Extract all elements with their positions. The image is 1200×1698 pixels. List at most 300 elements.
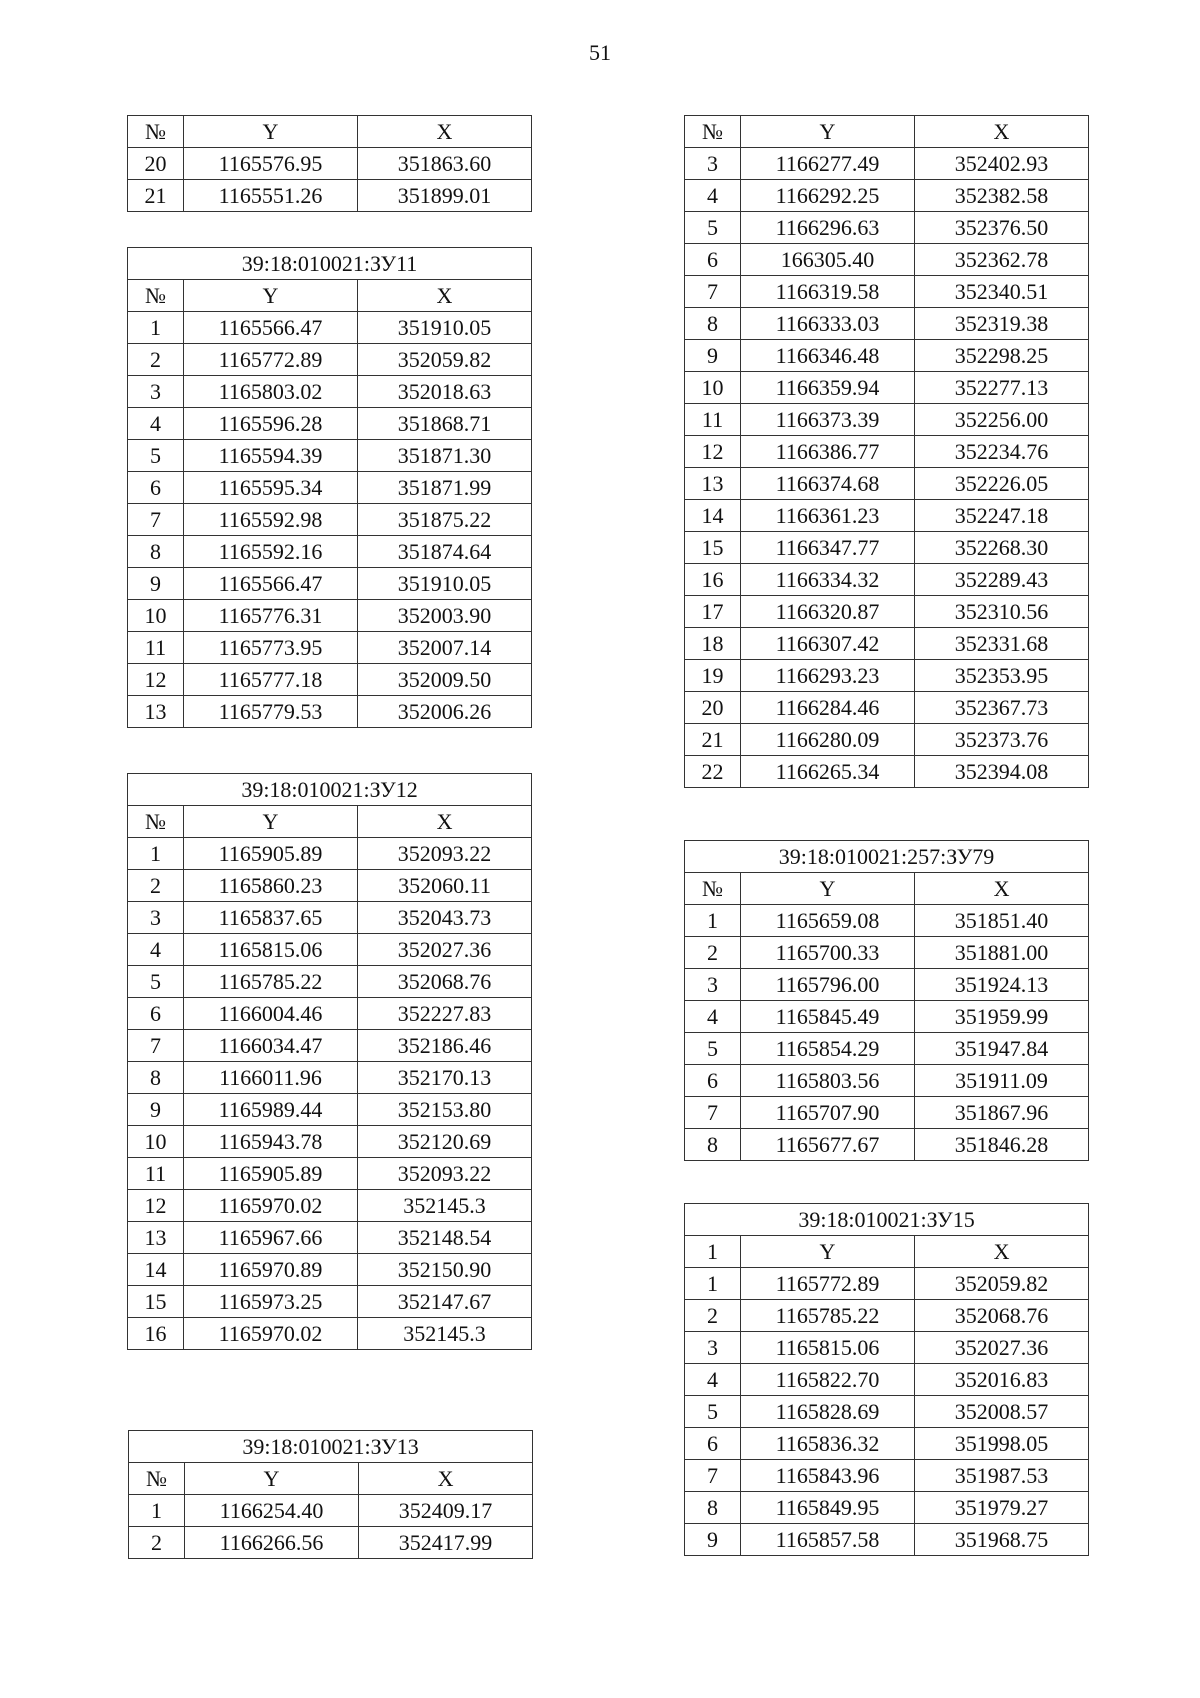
number-column-header: №: [129, 1463, 185, 1495]
x-coordinate-cell: 352059.82: [358, 344, 532, 376]
x-coordinate-cell: 351910.05: [358, 312, 532, 344]
y-coordinate-cell: 1166333.03: [741, 308, 915, 340]
table-row: [128, 1158, 532, 1190]
point-number-cell: 13: [128, 1222, 184, 1254]
coordinates-table-zu79: [684, 840, 1089, 1161]
number-column-header: №: [128, 116, 184, 148]
x-coordinate-cell: 352186.46: [358, 1030, 532, 1062]
point-number-cell: 21: [128, 180, 184, 212]
y-coordinate-cell: 1166266.56: [185, 1527, 359, 1559]
point-number-cell: 15: [128, 1286, 184, 1318]
x-coordinate-cell: 352060.11: [358, 870, 532, 902]
y-coordinate-cell: 1165967.66: [184, 1222, 358, 1254]
point-number-cell: 11: [128, 1158, 184, 1190]
table-row: [685, 1332, 1089, 1364]
y-coordinate-cell: 1166373.39: [741, 404, 915, 436]
point-number-cell: 3: [128, 902, 184, 934]
x-coordinate-cell: 351871.30: [358, 440, 532, 472]
point-number-cell: 2: [128, 344, 184, 376]
y-coordinate-cell: 1165595.34: [184, 472, 358, 504]
y-coordinate-cell: 1165592.16: [184, 536, 358, 568]
y-coordinate-cell: 1165785.22: [184, 966, 358, 998]
x-coordinate-cell: 352027.36: [358, 934, 532, 966]
x-coordinate-cell: 352145.3: [358, 1190, 532, 1222]
table-row: [128, 1286, 532, 1318]
table-row: [685, 468, 1089, 500]
table-row: [128, 1062, 532, 1094]
table-row: [128, 664, 532, 696]
table-header-row: [685, 873, 1089, 905]
point-number-cell: 1: [128, 312, 184, 344]
x-column-header: X: [359, 1463, 533, 1495]
y-column-header: Y: [741, 1236, 915, 1268]
x-coordinate-cell: 352277.13: [915, 372, 1089, 404]
y-coordinate-cell: 1165989.44: [184, 1094, 358, 1126]
y-coordinate-cell: 1166284.46: [741, 692, 915, 724]
table-title-row: [128, 248, 532, 280]
point-number-cell: 1: [685, 1268, 741, 1300]
y-coordinate-cell: 1165596.28: [184, 408, 358, 440]
x-coordinate-cell: 352402.93: [915, 148, 1089, 180]
y-coordinate-cell: 1166004.46: [184, 998, 358, 1030]
table-row: [685, 244, 1089, 276]
table-row: [685, 1524, 1089, 1556]
y-coordinate-cell: 1166386.77: [741, 436, 915, 468]
y-column-header: Y: [741, 873, 915, 905]
x-coordinate-cell: 351863.60: [358, 148, 532, 180]
x-coordinate-cell: 352417.99: [359, 1527, 533, 1559]
x-coordinate-cell: 352226.05: [915, 468, 1089, 500]
coordinates-table-zu11: [127, 247, 532, 728]
y-coordinate-cell: 1166265.34: [741, 756, 915, 788]
table-row: [685, 436, 1089, 468]
y-coordinate-cell: 1165828.69: [741, 1396, 915, 1428]
x-coordinate-cell: 352409.17: [359, 1495, 533, 1527]
table-row: [128, 1126, 532, 1158]
table-row: [685, 1300, 1089, 1332]
point-number-cell: 16: [128, 1318, 184, 1350]
y-coordinate-cell: 1165845.49: [741, 1001, 915, 1033]
point-number-cell: 4: [685, 1001, 741, 1033]
table-row: [685, 1001, 1089, 1033]
x-coordinate-cell: 352093.22: [358, 838, 532, 870]
y-coordinate-cell: 1165860.23: [184, 870, 358, 902]
x-coordinate-cell: 352006.26: [358, 696, 532, 728]
y-column-header: Y: [184, 280, 358, 312]
y-column-header: Y: [185, 1463, 359, 1495]
y-coordinate-cell: 1166361.23: [741, 500, 915, 532]
number-column-header: №: [685, 116, 741, 148]
x-coordinate-cell: 352016.83: [915, 1364, 1089, 1396]
table-row: [128, 998, 532, 1030]
coordinates-table-zu12: [127, 773, 532, 1350]
y-coordinate-cell: 1165773.95: [184, 632, 358, 664]
table-row: [685, 628, 1089, 660]
table-title-row: [129, 1431, 533, 1463]
table-row: [128, 966, 532, 998]
point-number-cell: 6: [685, 1065, 741, 1097]
coordinates-table-zu13: [128, 1430, 533, 1559]
table-row: [685, 340, 1089, 372]
point-number-cell: 7: [128, 504, 184, 536]
table-row: [128, 1094, 532, 1126]
table-row: [685, 372, 1089, 404]
y-coordinate-cell: 1166334.32: [741, 564, 915, 596]
y-coordinate-cell: 1166011.96: [184, 1062, 358, 1094]
x-coordinate-cell: 352009.50: [358, 664, 532, 696]
point-number-cell: 2: [685, 1300, 741, 1332]
x-coordinate-cell: 352068.76: [915, 1300, 1089, 1332]
x-coordinate-cell: 351998.05: [915, 1428, 1089, 1460]
point-number-cell: 6: [685, 244, 741, 276]
table-row: [128, 568, 532, 600]
y-coordinate-cell: 1165785.22: [741, 1300, 915, 1332]
number-column-header: №: [128, 806, 184, 838]
y-coordinate-cell: 1165970.02: [184, 1318, 358, 1350]
x-coordinate-cell: 352003.90: [358, 600, 532, 632]
point-number-cell: 1: [128, 838, 184, 870]
point-number-cell: 6: [685, 1428, 741, 1460]
point-number-cell: 1: [129, 1495, 185, 1527]
table-row: [685, 596, 1089, 628]
y-coordinate-cell: 1165815.06: [741, 1332, 915, 1364]
y-coordinate-cell: 1166292.25: [741, 180, 915, 212]
point-number-cell: 4: [685, 180, 741, 212]
table-row: [129, 1527, 533, 1559]
point-number-cell: 3: [128, 376, 184, 408]
table-row: [128, 148, 532, 180]
y-coordinate-cell: 1165803.56: [741, 1065, 915, 1097]
y-coordinate-cell: 1165796.00: [741, 969, 915, 1001]
x-coordinate-cell: 352043.73: [358, 902, 532, 934]
table-row: [128, 472, 532, 504]
y-coordinate-cell: 1165854.29: [741, 1033, 915, 1065]
x-coordinate-cell: 352145.3: [358, 1318, 532, 1350]
x-coordinate-cell: 352256.00: [915, 404, 1089, 436]
table-row: [128, 1254, 532, 1286]
y-coordinate-cell: 1165772.89: [741, 1268, 915, 1300]
point-number-cell: 15: [685, 532, 741, 564]
point-number-cell: 1: [685, 905, 741, 937]
y-coordinate-cell: 1166374.68: [741, 468, 915, 500]
table-row: [685, 180, 1089, 212]
x-coordinate-cell: 352394.08: [915, 756, 1089, 788]
y-coordinate-cell: 1166277.49: [741, 148, 915, 180]
point-number-cell: 2: [128, 870, 184, 902]
point-number-cell: 5: [685, 1396, 741, 1428]
point-number-cell: 5: [685, 1033, 741, 1065]
table-row: [685, 660, 1089, 692]
point-number-cell: 3: [685, 148, 741, 180]
table-title-row: [128, 774, 532, 806]
table-row: [128, 696, 532, 728]
x-coordinate-cell: 352268.30: [915, 532, 1089, 564]
table-header-row: [685, 116, 1089, 148]
table-row: [685, 692, 1089, 724]
y-coordinate-cell: 1166293.23: [741, 660, 915, 692]
table-row: [685, 532, 1089, 564]
x-coordinate-cell: 352093.22: [358, 1158, 532, 1190]
table-row: [685, 148, 1089, 180]
x-coordinate-cell: 351910.05: [358, 568, 532, 600]
y-coordinate-cell: 1165837.65: [184, 902, 358, 934]
x-coordinate-cell: 352068.76: [358, 966, 532, 998]
point-number-cell: 3: [685, 1332, 741, 1364]
x-coordinate-cell: 352376.50: [915, 212, 1089, 244]
x-column-header: X: [358, 280, 532, 312]
table-row: [685, 276, 1089, 308]
y-coordinate-cell: 1165707.90: [741, 1097, 915, 1129]
point-number-cell: 3: [685, 969, 741, 1001]
y-coordinate-cell: 1166346.48: [741, 340, 915, 372]
table-row: [128, 1190, 532, 1222]
y-coordinate-cell: 1165857.58: [741, 1524, 915, 1556]
point-number-cell: 20: [685, 692, 741, 724]
point-number-cell: 2: [685, 937, 741, 969]
coordinates-table-continued-right: [684, 115, 1089, 788]
point-number-cell: 18: [685, 628, 741, 660]
table-row: [129, 1495, 533, 1527]
x-coordinate-cell: 352007.14: [358, 632, 532, 664]
y-coordinate-cell: 1165551.26: [184, 180, 358, 212]
y-coordinate-cell: 1165576.95: [184, 148, 358, 180]
point-number-cell: 14: [128, 1254, 184, 1286]
point-number-cell: 7: [128, 1030, 184, 1062]
x-coordinate-cell: 352147.67: [358, 1286, 532, 1318]
x-coordinate-cell: 351871.99: [358, 472, 532, 504]
point-number-cell: 21: [685, 724, 741, 756]
point-number-cell: 13: [685, 468, 741, 500]
x-coordinate-cell: 352382.58: [915, 180, 1089, 212]
table-row: [128, 870, 532, 902]
table-title: 39:18:010021:ЗУ12: [128, 774, 532, 806]
x-coordinate-cell: 352153.80: [358, 1094, 532, 1126]
table-row: [128, 180, 532, 212]
y-coordinate-cell: 1165700.33: [741, 937, 915, 969]
table-row: [685, 500, 1089, 532]
point-number-cell: 5: [128, 966, 184, 998]
table-row: [685, 969, 1089, 1001]
y-coordinate-cell: 1165677.67: [741, 1129, 915, 1161]
point-number-cell: 20: [128, 148, 184, 180]
table-row: [128, 376, 532, 408]
coordinates-table-continued-left: [127, 115, 532, 212]
table-row: [128, 632, 532, 664]
point-number-cell: 4: [128, 408, 184, 440]
table-row: [685, 1364, 1089, 1396]
point-number-cell: 8: [685, 1492, 741, 1524]
y-coordinate-cell: 1166034.47: [184, 1030, 358, 1062]
x-coordinate-cell: 352362.78: [915, 244, 1089, 276]
table-row: [128, 440, 532, 472]
table-row: [685, 1129, 1089, 1161]
point-number-cell: 8: [685, 1129, 741, 1161]
x-coordinate-cell: 352289.43: [915, 564, 1089, 596]
y-coordinate-cell: 1165776.31: [184, 600, 358, 632]
x-coordinate-cell: 352367.73: [915, 692, 1089, 724]
x-column-header: X: [915, 116, 1089, 148]
table-row: [128, 934, 532, 966]
y-coordinate-cell: 1165943.78: [184, 1126, 358, 1158]
point-number-cell: 8: [128, 1062, 184, 1094]
x-coordinate-cell: 352148.54: [358, 1222, 532, 1254]
table-row: [128, 600, 532, 632]
point-number-cell: 2: [129, 1527, 185, 1559]
x-coordinate-cell: 352120.69: [358, 1126, 532, 1158]
table-row: [128, 344, 532, 376]
x-coordinate-cell: 351867.96: [915, 1097, 1089, 1129]
point-number-cell: 12: [128, 664, 184, 696]
point-number-cell: 9: [685, 340, 741, 372]
y-coordinate-cell: 1166307.42: [741, 628, 915, 660]
x-coordinate-cell: 352353.95: [915, 660, 1089, 692]
x-coordinate-cell: 351881.00: [915, 937, 1089, 969]
page-number: 51: [589, 40, 611, 65]
table-row: [685, 1396, 1089, 1428]
table-row: [685, 1033, 1089, 1065]
x-coordinate-cell: 352310.56: [915, 596, 1089, 628]
table-header-row: [128, 280, 532, 312]
point-number-cell: 4: [128, 934, 184, 966]
table-title-row: [685, 841, 1089, 873]
y-coordinate-cell: 1165659.08: [741, 905, 915, 937]
point-number-cell: 7: [685, 1097, 741, 1129]
number-column-header: №: [685, 873, 741, 905]
point-number-cell: 5: [128, 440, 184, 472]
y-coordinate-cell: 1165905.89: [184, 838, 358, 870]
point-number-cell: 11: [685, 404, 741, 436]
x-coordinate-cell: 352234.76: [915, 436, 1089, 468]
y-coordinate-cell: 1166296.63: [741, 212, 915, 244]
table-row: [128, 1318, 532, 1350]
y-coordinate-cell: 1165970.02: [184, 1190, 358, 1222]
point-number-cell: 8: [128, 536, 184, 568]
x-coordinate-cell: 352340.51: [915, 276, 1089, 308]
table-row: [128, 536, 532, 568]
y-coordinate-cell: 1165803.02: [184, 376, 358, 408]
x-column-header: X: [915, 873, 1089, 905]
table-row: [685, 937, 1089, 969]
table-row: [128, 408, 532, 440]
x-column-header: X: [358, 806, 532, 838]
table-row: [685, 905, 1089, 937]
x-coordinate-cell: 351979.27: [915, 1492, 1089, 1524]
point-number-cell: 14: [685, 500, 741, 532]
x-coordinate-cell: 352008.57: [915, 1396, 1089, 1428]
table-row: [128, 504, 532, 536]
y-coordinate-cell: 1165905.89: [184, 1158, 358, 1190]
x-coordinate-cell: 351987.53: [915, 1460, 1089, 1492]
table-row: [685, 1065, 1089, 1097]
y-coordinate-cell: 1166280.09: [741, 724, 915, 756]
y-coordinate-cell: 1165777.18: [184, 664, 358, 696]
table-title: 39:18:010021:ЗУ13: [129, 1431, 533, 1463]
point-number-cell: 7: [685, 1460, 741, 1492]
table-row: [685, 1268, 1089, 1300]
table-row: [128, 1222, 532, 1254]
x-coordinate-cell: 351924.13: [915, 969, 1089, 1001]
y-coordinate-cell: 1165843.96: [741, 1460, 915, 1492]
x-coordinate-cell: 352059.82: [915, 1268, 1089, 1300]
x-coordinate-cell: 351874.64: [358, 536, 532, 568]
x-coordinate-cell: 352373.76: [915, 724, 1089, 756]
x-coordinate-cell: 352227.83: [358, 998, 532, 1030]
x-coordinate-cell: 352247.18: [915, 500, 1089, 532]
coordinates-table-zu15: [684, 1203, 1089, 1556]
table-header-row: [129, 1463, 533, 1495]
y-coordinate-cell: 166305.40: [741, 244, 915, 276]
x-coordinate-cell: 351968.75: [915, 1524, 1089, 1556]
point-number-cell: 10: [128, 1126, 184, 1158]
point-number-cell: 6: [128, 998, 184, 1030]
y-coordinate-cell: 1166254.40: [185, 1495, 359, 1527]
point-number-cell: 16: [685, 564, 741, 596]
table-row: [685, 756, 1089, 788]
x-coordinate-cell: 351899.01: [358, 180, 532, 212]
table-header-row: [128, 806, 532, 838]
table-title: 39:18:010021:ЗУ11: [128, 248, 532, 280]
x-coordinate-cell: 352331.68: [915, 628, 1089, 660]
x-coordinate-cell: 351846.28: [915, 1129, 1089, 1161]
point-number-cell: 12: [128, 1190, 184, 1222]
point-number-cell: 10: [128, 600, 184, 632]
y-coordinate-cell: 1165772.89: [184, 344, 358, 376]
y-coordinate-cell: 1165822.70: [741, 1364, 915, 1396]
x-coordinate-cell: 351911.09: [915, 1065, 1089, 1097]
point-number-cell: 5: [685, 212, 741, 244]
x-coordinate-cell: 351868.71: [358, 408, 532, 440]
y-coordinate-cell: 1165973.25: [184, 1286, 358, 1318]
y-column-header: Y: [741, 116, 915, 148]
point-number-cell: 17: [685, 596, 741, 628]
table-row: [685, 564, 1089, 596]
y-coordinate-cell: 1165779.53: [184, 696, 358, 728]
y-coordinate-cell: 1165594.39: [184, 440, 358, 472]
x-coordinate-cell: 351875.22: [358, 504, 532, 536]
x-coordinate-cell: 352027.36: [915, 1332, 1089, 1364]
table-row: [685, 724, 1089, 756]
x-coordinate-cell: 351947.84: [915, 1033, 1089, 1065]
table-row: [685, 1460, 1089, 1492]
table-header-row: [685, 1236, 1089, 1268]
x-column-header: X: [358, 116, 532, 148]
y-coordinate-cell: 1165592.98: [184, 504, 358, 536]
y-coordinate-cell: 1166319.58: [741, 276, 915, 308]
table-row: [685, 1097, 1089, 1129]
point-number-cell: 22: [685, 756, 741, 788]
y-coordinate-cell: 1165849.95: [741, 1492, 915, 1524]
y-coordinate-cell: 1166359.94: [741, 372, 915, 404]
table-header-row: [128, 116, 532, 148]
y-coordinate-cell: 1165836.32: [741, 1428, 915, 1460]
point-number-cell: 12: [685, 436, 741, 468]
point-number-cell: 8: [685, 308, 741, 340]
x-coordinate-cell: 352170.13: [358, 1062, 532, 1094]
point-number-cell: 9: [128, 568, 184, 600]
table-row: [685, 308, 1089, 340]
y-coordinate-cell: 1165815.06: [184, 934, 358, 966]
table-row: [685, 1492, 1089, 1524]
y-column-header: Y: [184, 806, 358, 838]
x-coordinate-cell: 351959.99: [915, 1001, 1089, 1033]
x-coordinate-cell: 351851.40: [915, 905, 1089, 937]
table-row: [685, 212, 1089, 244]
number-column-header: №: [128, 280, 184, 312]
y-coordinate-cell: 1165970.89: [184, 1254, 358, 1286]
point-number-cell: 13: [128, 696, 184, 728]
table-row: [128, 1030, 532, 1062]
table-row: [685, 1428, 1089, 1460]
